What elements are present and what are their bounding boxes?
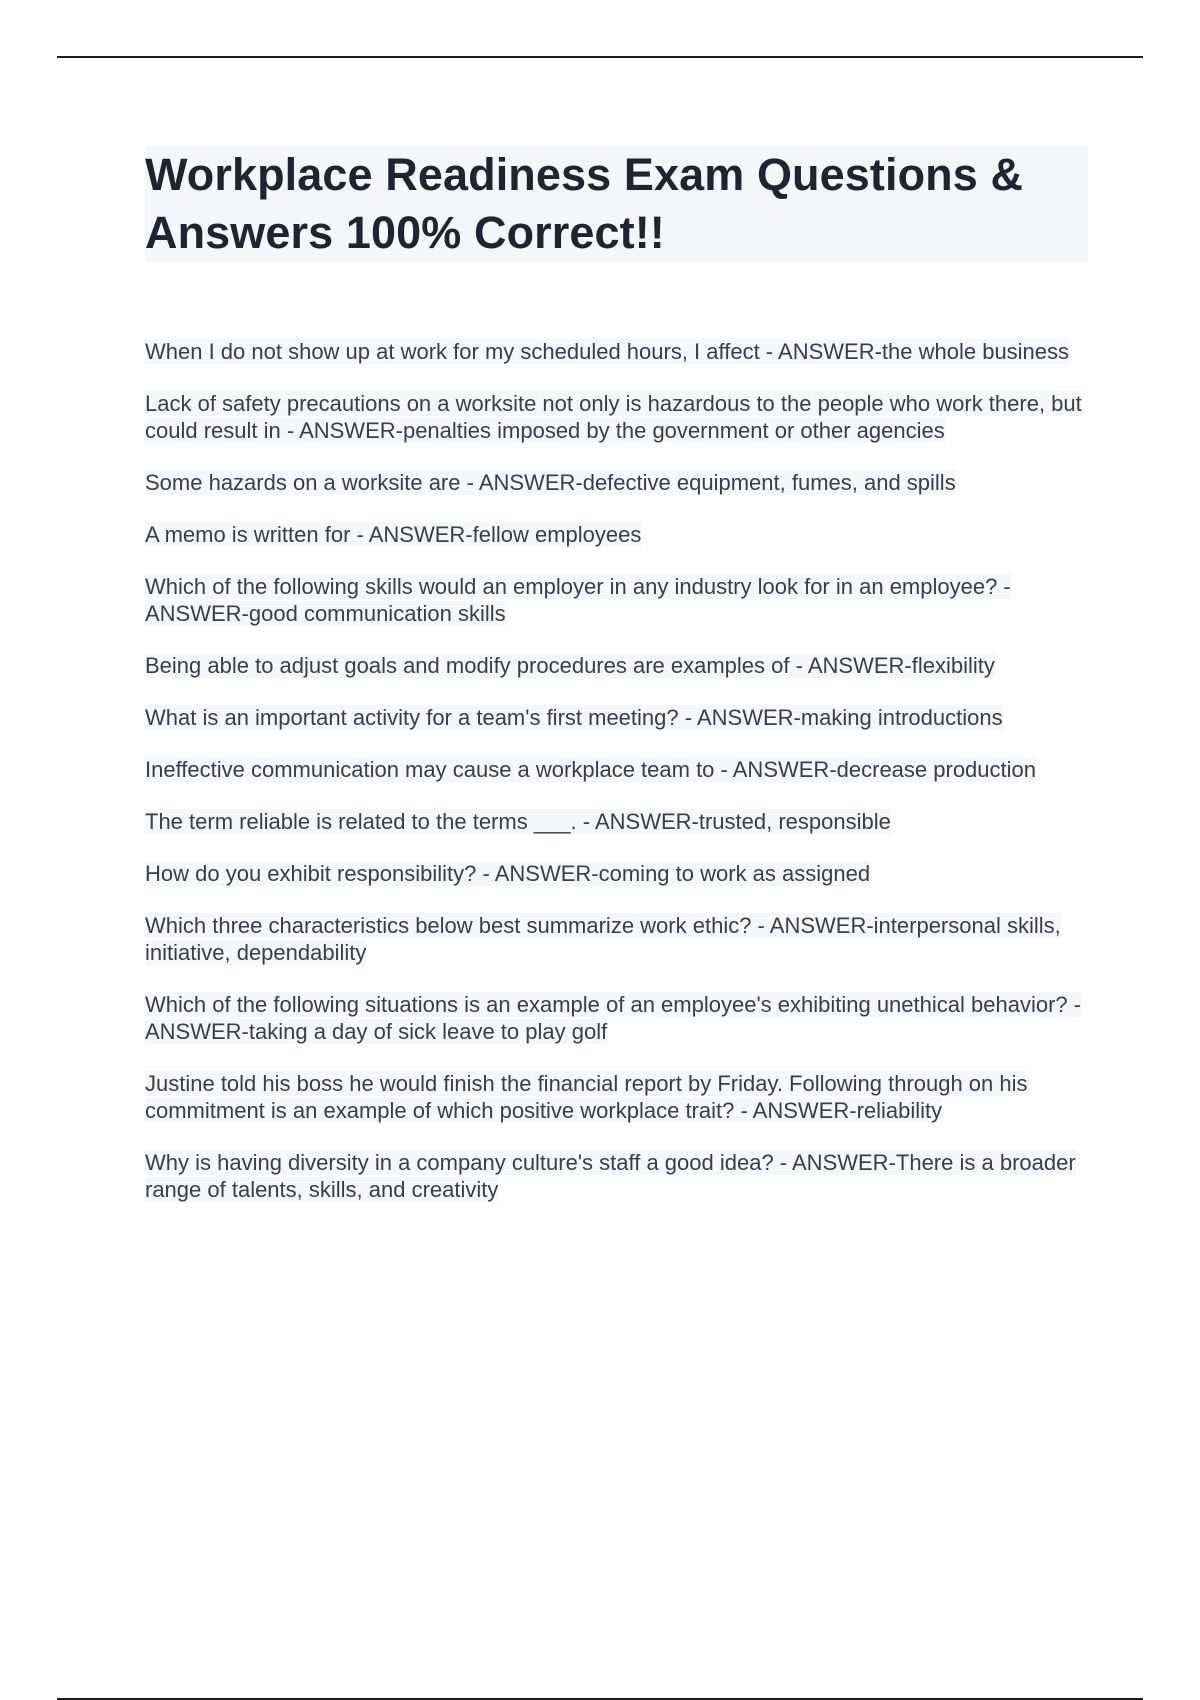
qa-item: Which of the following situations is an example of an employee's exhibiting unethical behavior? - ANSWER-taking a day of sick leave to play golf <box>145 992 1082 1044</box>
qa-item: Being able to adjust goals and modify procedures are examples of - ANSWER-flexibility <box>145 653 995 678</box>
qa-item: A memo is written for - ANSWER-fellow employees <box>145 522 642 547</box>
top-rule <box>57 56 1143 58</box>
qa-item: Lack of safety precautions on a worksite not only is hazardous to the people who work there, but could result in - ANSWER-penalties imposed by the government or other agencies <box>145 391 1082 443</box>
title-block <box>145 146 1088 262</box>
qa-item: When I do not show up at work for my scheduled hours, I affect - ANSWER-the whole business <box>145 339 1070 364</box>
qa-list <box>145 338 1095 1228</box>
document-title: Workplace Readiness Exam Questions & Answers 100% Correct!! <box>145 149 1024 258</box>
qa-item: Which three characteristics below best summarize work ethic? - ANSWER-interpersonal skills, initiative, dependability <box>145 913 1061 965</box>
qa-item: Why is having diversity in a company culture's staff a good idea? - ANSWER-There is a broader range of talents, skills, and creativity <box>145 1150 1076 1202</box>
qa-item: The term reliable is related to the terms ___. - ANSWER-trusted, responsible <box>145 809 891 834</box>
qa-item: Some hazards on a worksite are - ANSWER-defective equipment, fumes, and spills <box>145 470 956 495</box>
qa-item: Ineffective communication may cause a workplace team to - ANSWER-decrease production <box>145 757 1036 782</box>
qa-item: What is an important activity for a team's first meeting? - ANSWER-making introductions <box>145 705 1003 730</box>
qa-item: How do you exhibit responsibility? - ANSWER-coming to work as assigned <box>145 861 871 886</box>
qa-item: Which of the following skills would an employer in any industry look for in an employee? - ANSWER-good communication skills <box>145 574 1011 626</box>
qa-item: Justine told his boss he would finish the financial report by Friday. Following through on his commitment is an example of which positive workplace trait? - ANSWER-reliability <box>145 1071 1028 1123</box>
